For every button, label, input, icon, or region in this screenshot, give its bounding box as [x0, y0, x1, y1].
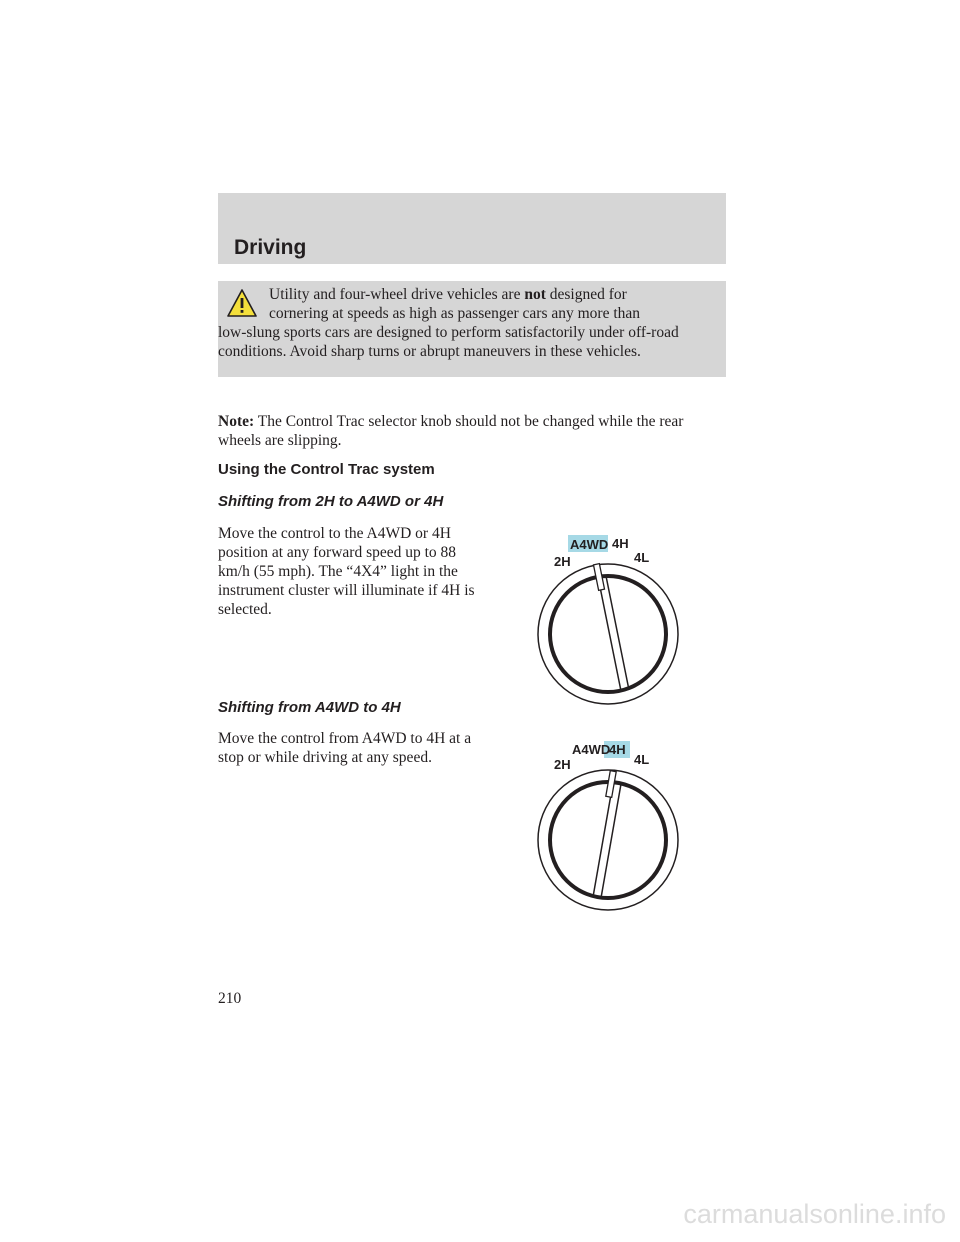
warning-box — [218, 281, 726, 377]
svg-text:4L: 4L — [634, 550, 650, 565]
shift2-paragraph: Move the control from A4WD to 4H at a stop or while driving at any speed. — [218, 730, 472, 766]
warning-text: Utility and four-wheel drive vehicles are not designed for cornering at speeds as high as passenger cars any more than low-slung sports cars are designed to perform satisfactorily under off-road conditions. Avoid sharp turns or abrupt maneuvers in these vehicles. — [218, 286, 679, 360]
note-label: Note: — [218, 413, 255, 430]
page-number: 210 — [218, 990, 242, 1007]
control-trac-knob-4h-illustration — [518, 730, 702, 914]
control-trac-knob-a4wd-illustration — [518, 524, 702, 712]
svg-text:2H: 2H — [554, 554, 571, 569]
page-section-title: Driving — [234, 236, 307, 259]
warning-emphasis: not — [524, 286, 546, 303]
section-heading: Using the Control Trac system — [218, 461, 435, 478]
note-paragraph: Note: The Control Trac selector knob should not be changed while the rear wheels are slipping. — [218, 413, 684, 449]
svg-text:4H: 4H — [612, 536, 629, 551]
svg-text:4H: 4H — [609, 742, 626, 757]
footer-bar — [0, 1184, 960, 1242]
svg-text:4L: 4L — [634, 752, 650, 767]
svg-text:2H: 2H — [554, 757, 571, 772]
shift1-paragraph: Move the control to the A4WD or 4H position at any forward speed up to 88 km/h (55 mph). The “4X4” light in the instrument cluster will illuminate if 4H is selected. — [218, 525, 475, 618]
shift1-heading: Shifting from 2H to A4WD or 4H — [218, 493, 444, 510]
svg-text:A4WD: A4WD — [572, 742, 611, 757]
shift2-heading: Shifting from A4WD to 4H — [218, 699, 401, 716]
section-header-bar — [218, 193, 726, 264]
svg-text:A4WD: A4WD — [570, 537, 609, 552]
footer-watermark-link[interactable]: carmanualsonline.info — [683, 1199, 946, 1229]
